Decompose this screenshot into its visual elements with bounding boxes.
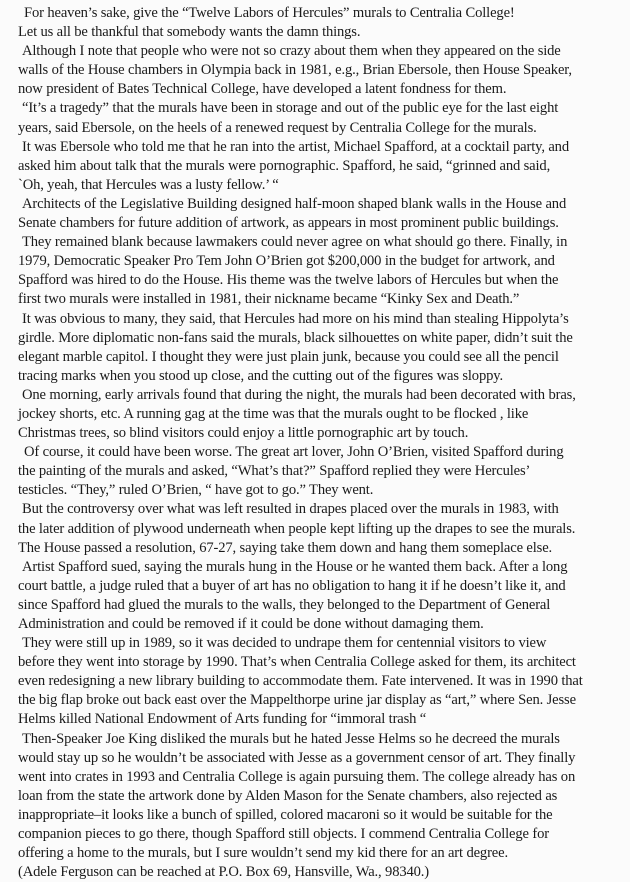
text-line: Administration and could be removed if it could be done without damaging them. (18, 616, 484, 632)
text-line: 1979, Democratic Speaker Pro Tem John O’Brien got $200,000 in the budget for artwork, and (18, 253, 555, 270)
text-line: Christmas trees, so blind visitors could enjoy a little pornographic art by touch. (18, 425, 469, 442)
text-line: `Oh, yeah, that Hercules was a lusty fellow.’ “ (18, 176, 279, 193)
text-line: Spafford was hired to do the House. His theme was the twelve labors of Hercules but when the (18, 272, 559, 289)
text-line: “It’s a tragedy” that the murals have been in storage and out of the public eye for the last eight (22, 100, 559, 117)
text-line: the later addition of plywood underneath when people kept lifting up the drapes to see the murals. (18, 520, 576, 537)
text-line: even redesigning a new library building to accommodate them. Fate intervened. It was in 1990 that (18, 673, 583, 690)
text-line: companion pieces to go there, though Spafford still objects. I commend Centralia College for (18, 826, 549, 843)
text-line: before they went into storage by 1990. That’s when Centralia College asked for them, its architect (18, 654, 576, 671)
text-line: inappropriate–it looks like a bunch of spilled, colored macaroni so it would be suitable for the (18, 806, 553, 823)
text-line: loan from the state the artwork done by Alden Mason for the Senate chambers, also rejected as (18, 787, 558, 804)
text-line: asked him about talk that the murals were pornographic. Spafford, he said, “grinned and said, (18, 157, 551, 174)
text-line: Architects of the Legislative Building designed half-moon shaped blank walls in the House and (22, 195, 567, 212)
text-line: Let us all be thankful that somebody wants the damn things. (18, 24, 361, 41)
text-line: It was obvious to many, they said, that Hercules had more on his mind than stealing Hippolyta’s (22, 310, 569, 327)
text-line: tracing marks when you stood up close, and the cutting out of the figures was sloppy. (18, 367, 503, 384)
text-line: Of course, it could have been worse. The great art lover, John O’Brien, visited Spafford during (24, 444, 564, 461)
text-line: Then-Speaker Joe King disliked the murals but he hated Jesse Helms so he decreed the murals (22, 730, 560, 747)
text-line: Helms killed National Endowment of Arts funding for “immoral trash “ (18, 711, 427, 728)
text-line: elegant marble capitol. I thought they were just plain junk, because you could see all the pencil (18, 348, 559, 365)
text-line: the painting of the murals and asked, “What’s that?” Spafford replied they were Hercules’ (18, 463, 531, 480)
text-line: (Adele Ferguson can be reached at P.O. Box 69, Hansville, Wa., 98340.) (18, 864, 430, 881)
text-line: One morning, early arrivals found that during the night, the murals had been decorated with bras, (22, 386, 576, 403)
text-line: Artist Spafford sued, saying the murals hung in the House or he wanted them back. After a long (22, 558, 568, 575)
text-line: The House passed a resolution, 67-27, saying take them down and hang them someplace else. (18, 539, 553, 556)
text-line: Although I note that people who were not so crazy about them when they appeared on the side (22, 43, 561, 60)
text-line: Senate chambers for future addition of artwork, as appears in most prominent public buildings. (18, 215, 559, 232)
text-line: first two murals were installed in 1981, their nickname became “Kinky Sex and Death.” (18, 291, 520, 308)
text-line: For heaven’s sake, give the “Twelve Labors of Hercules” murals to Centralia College! (24, 5, 515, 21)
text-line: jockey shorts, etc. A running gag at the time was that the murals ought to be flocked , like (18, 405, 529, 422)
text-line: went into crates in 1993 and Centralia College is again pursuing them. The college already has on (18, 768, 576, 785)
text-line: They remained blank because lawmakers could never agree on what should go there. Finally, in (22, 234, 568, 251)
text-line: testicles. “They,” ruled O’Brien, “ have got to go.” They went. (18, 482, 374, 499)
text-line: offering a home to the murals, but I sure wouldn’t send my kid there for an art degree. (18, 845, 508, 862)
text-line: the big flap broke out back east over the Mappelthorpe urine jar display as “art,” where Sen. Jesse (18, 692, 576, 709)
text-line: years, said Ebersole, on the heels of a renewed request by Centralia College for the murals. (18, 119, 537, 136)
text-line: It was Ebersole who told me that he ran into the artist, Michael Spafford, at a cocktail party, and (22, 138, 569, 155)
text-line: But the controversy over what was left resulted in drapes placed over the murals in 1983, with (22, 501, 559, 518)
text-line: girdle. More diplomatic non-fans said the murals, black silhouettes on white paper, didn’t suit the (18, 329, 573, 346)
text-line: would stay up so he wouldn’t be associated with Jesse as a government censor of art. They finally (18, 749, 576, 766)
text-line: since Spafford had glued the murals to the walls, they belonged to the Department of General (18, 596, 551, 613)
text-line: They were still up in 1989, so it was decided to undrape them for centennial visitors to view (22, 635, 547, 652)
text-line: court battle, a judge ruled that a buyer of art has no obligation to hang it if he doesn’t like it, and (18, 577, 566, 594)
text-line: walls of the House chambers in Olympia back in 1981, e.g., Brian Ebersole, then House Speaker, (18, 62, 572, 79)
text-line: now president of Bates Technical College, have developed a latent fondness for them. (18, 81, 507, 98)
